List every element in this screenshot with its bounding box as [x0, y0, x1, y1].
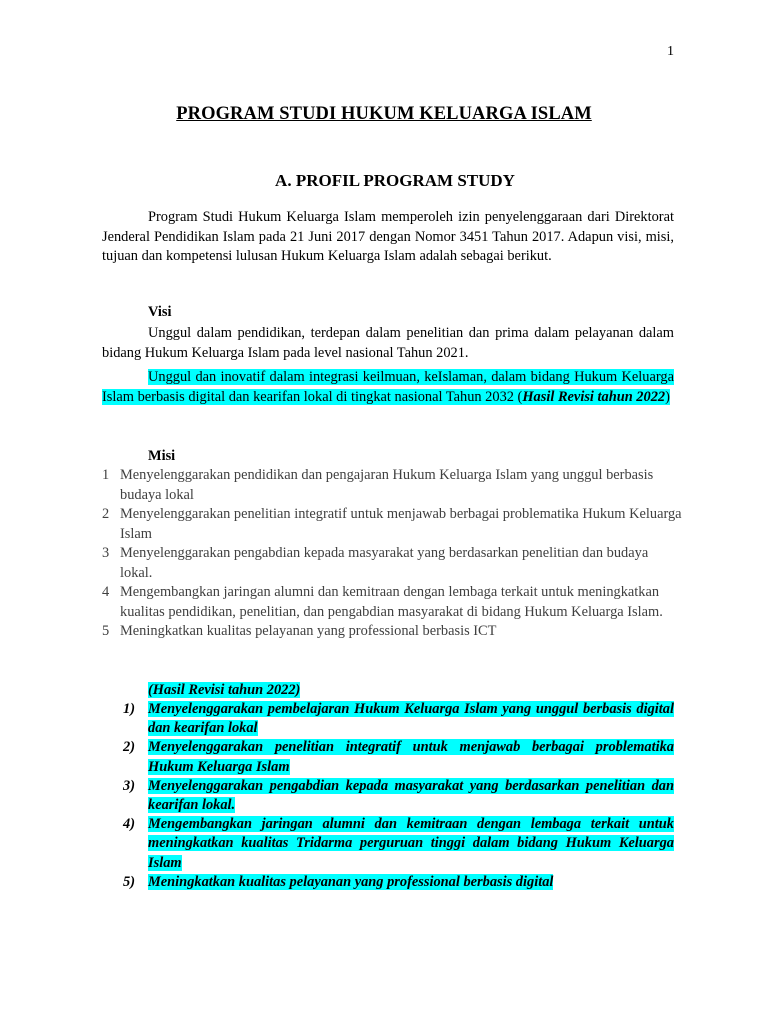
section-heading: A. PROFIL PROGRAM STUDY: [275, 171, 515, 190]
list-text: Mengembangkan jaringan alumni dan kemitraan dengan lembaga terkait untuk meningkatkan kualitas Tridarma perguruan tinggi dalam bidang Hukum Keluarga Islam: [148, 816, 674, 871]
list-item: [102, 544, 682, 583]
list-text: Mengembangkan jaringan alumni dan kemitraan dengan lembaga terkait untuk meningkatkan kualitas pendidikan, penelitian, dan pengabdian masyarakat di bidang Hukum Keluarga Islam.: [120, 584, 663, 620]
list-text: Menyelenggarakan pengabdian kepada masyarakat yang berdasarkan penelitian dan kearifan lokal.: [148, 777, 674, 814]
list-item: [102, 505, 682, 544]
misi-heading: Misi: [148, 448, 176, 464]
list-item: [123, 815, 674, 873]
visi-revised-note: Hasil Revisi tahun 2022: [522, 388, 666, 405]
visi-heading: Visi: [148, 304, 172, 320]
list-item: [123, 700, 674, 738]
list-number: 1: [102, 467, 110, 483]
list-number: 5): [123, 873, 135, 890]
list-number: 4): [123, 816, 135, 833]
list-item: [123, 738, 674, 776]
list-number: 1): [123, 701, 135, 717]
list-number: 5: [102, 623, 110, 639]
list-item: [123, 777, 674, 815]
revised-misi-list: [123, 700, 674, 892]
list-text: Meningkatkan kualitas pelayanan yang professional berbasis digital: [148, 873, 554, 890]
visi-revised-close: ): [665, 388, 670, 405]
list-item: [123, 873, 674, 892]
list-text: Menyelenggarakan pengabdian kepada masyarakat yang berdasarkan penelitian dan budaya lokal.: [120, 545, 649, 581]
visi-revised-paragraph: [102, 368, 674, 407]
list-text: Menyelenggarakan pembelajaran Hukum Keluarga Islam yang unggul berbasis digital dan kearifan lokal: [148, 701, 674, 737]
revision-heading-text: (Hasil Revisi tahun 2022): [148, 682, 301, 698]
list-text: Meningkatkan kualitas pelayanan yang professional berbasis ICT: [120, 623, 497, 639]
intro-paragraph: Program Studi Hukum Keluarga Islam memperoleh izin penyelenggaraan dari Direktorat Jenderal Pendidikan Islam pada 21 Juni 2017 dengan Nomor 3451 Tahun 2017. Adapun visi, misi, tujuan dan kompetensi lulusan Hukum Keluarga Islam adalah sebagai berikut.: [102, 209, 674, 264]
revision-heading: [148, 682, 300, 699]
list-number: 3: [102, 545, 110, 561]
visi-revised-text: Unggul dan inovatif dalam integrasi keilmuan, keIslaman, dalam bidang Hukum Keluarga Islam berbasis digital dan kearifan lokal di tingkat nasional Tahun 2032 (: [102, 369, 674, 405]
list-number: 4: [102, 584, 110, 600]
misi-list: [102, 466, 682, 642]
list-number: 2: [102, 506, 110, 522]
page-number: 1: [667, 44, 674, 59]
list-text: Menyelenggarakan penelitian integratif untuk menjawab berbagai problematika Hukum Keluarga Islam: [148, 739, 674, 775]
document-title: PROGRAM STUDI HUKUM KELUARGA ISLAM: [176, 104, 592, 124]
list-text: Menyelenggarakan pendidikan dan pengajaran Hukum Keluarga Islam yang unggul berbasis budaya lokal: [120, 467, 654, 503]
list-number: 2): [123, 739, 135, 756]
list-text: Menyelenggarakan penelitian integratif untuk menjawab berbagai problematika Hukum Keluarga Islam: [120, 506, 682, 542]
list-item: [102, 583, 682, 622]
visi-text: Unggul dalam pendidikan, terdepan dalam penelitian dan prima dalam pelayanan dalam bidang Hukum Keluarga Islam pada level nasional Tahun 2021.: [102, 325, 674, 361]
list-item: [102, 622, 682, 642]
list-item: [102, 466, 682, 505]
list-number: 3): [123, 777, 135, 794]
